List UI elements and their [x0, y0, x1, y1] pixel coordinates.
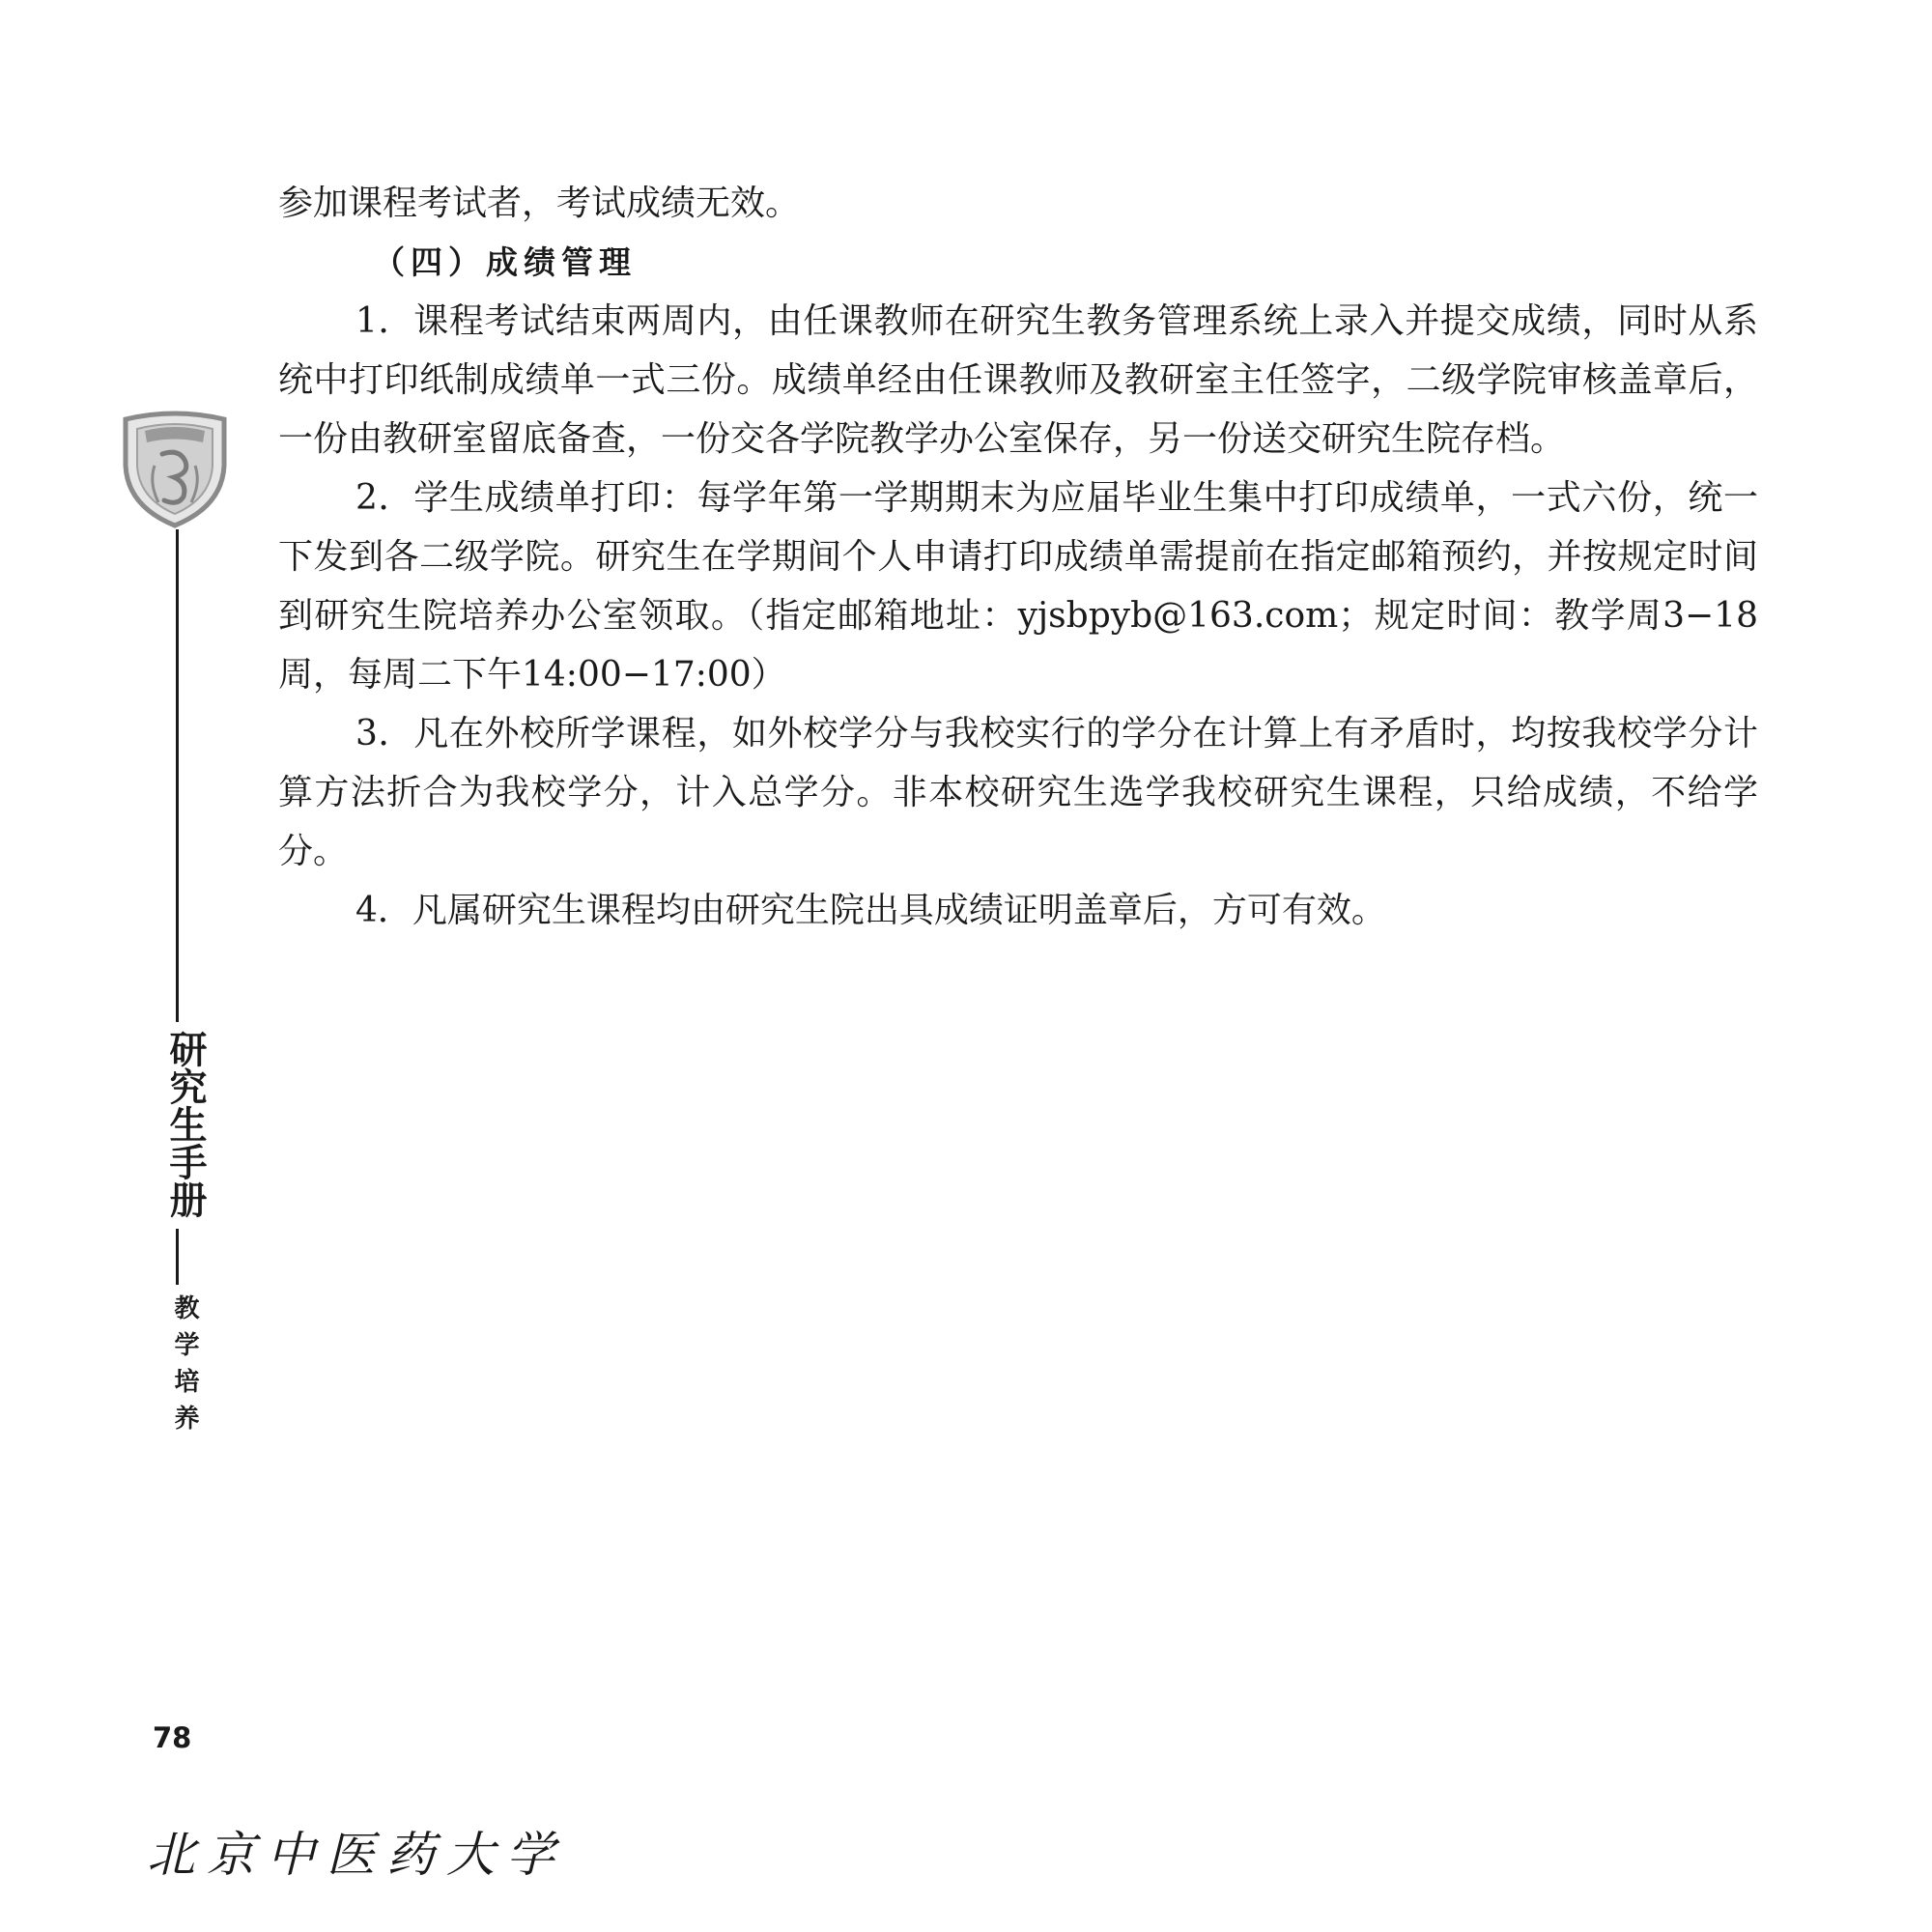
university-name: 北京中医药大学: [147, 1827, 566, 1883]
university-crest-icon: [120, 406, 230, 529]
page-body: [278, 174, 1758, 940]
section-heading: （四）成绩管理: [373, 243, 637, 281]
margin-divider-upper: [176, 529, 179, 1022]
page-number: 78: [153, 1721, 192, 1754]
list-item: 4．凡属研究生课程均由研究生院出具成绩证明盖章后，方可有效。: [355, 891, 1386, 930]
section-title: 教学培养: [170, 1294, 199, 1441]
list-item: 1．课程考试结束两周内，由任课教师在研究生教务管理系统上录入并提交成绩，同时从系统中打印纸制成绩单一式三份。成绩单经由任课教师及教研室主任签字，二级学院审核盖章后，一份由教研室留底备查，一份交各学院教学办公室保存，另一份送交研究生院存档。: [278, 301, 1758, 459]
book-title: 研究生手册: [163, 1030, 207, 1218]
list-item: 3．凡在外校所学课程，如外校学分与我校实行的学分在计算上有矛盾时，均按我校学分计算方法折合为我校学分，计入总学分。非本校研究生选学我校研究生课程，只给成绩，不给学分。: [278, 714, 1758, 871]
continuation-paragraph: 参加课程考试者，考试成绩无效。: [278, 184, 801, 223]
margin-divider-lower: [176, 1229, 179, 1285]
list-item: 2．学生成绩单打印：每学年第一学期期末为应届毕业生集中打印成绩单，一式六份，统一下发到各二级学院。研究生在学期间个人申请打印成绩单需提前在指定邮箱预约，并按规定时间到研究生院培养办公室领取。（指定邮箱地址：yjsbpyb@163.com；规定时间：教学周3−18周，每周二下午14:00−17:00）: [278, 478, 1758, 695]
